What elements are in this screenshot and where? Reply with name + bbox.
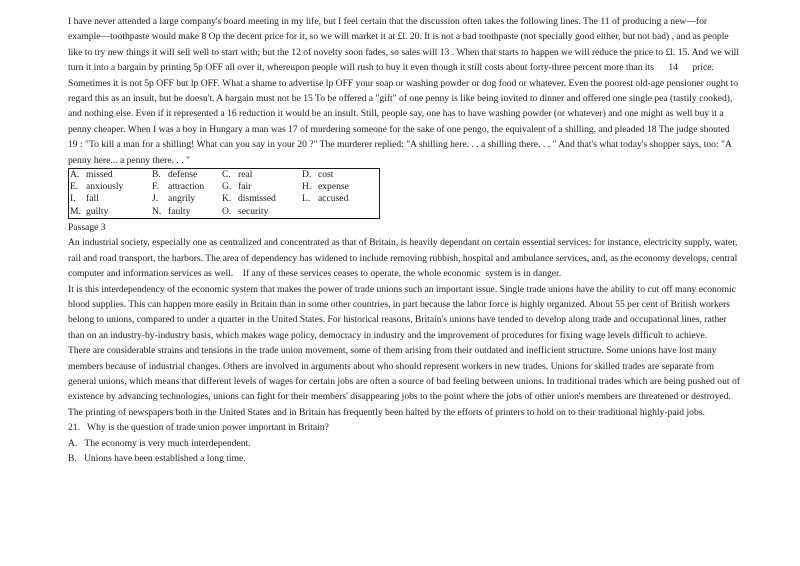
passage2-paragraph-1: I have never attended a large company's board meeting in my life, but I feel certain that the discussion often takes the following lines. The 11 of producing a new—for example—toothpaste would make 8 Op the decent price for it, so we will market it at £l. 20. It is not a bad toothpaste (not specially good either, but not bad) , and as people like to try new things it will sell well to start with; but the 12 of novelty soon fades, so sales will 13 . When that starts to happen we will reduce the price to £l. 15. And we will turn it into a bargain by printing 5p OFF all over it, whereupon people will rush to buy it even though it still costs about forty-three percent more than its 14 price. bbox=[68, 16, 742, 74]
option-letter: H. bbox=[302, 181, 312, 193]
option-word: angrily bbox=[168, 193, 196, 205]
word-bank-table bbox=[68, 168, 380, 219]
passage3-paragraph-2: It is this interdependency of the economic system that makes the power of trade unions such an important issue. Single trade unions have the ability to cut off many economic blood supplies. This can happen more easily in Britain than in some other countries, in part because the labor force is highly organized. About 55 per cent of British workers belong to unions, compared to under a quarter in the United States. For historical reasons, Britain's unions have tended to develop along trade and occupational lines, rather than on an industry-by-industry basis, which makes wage policy, democracy in industry and the improvement of procedures for fixing wage levels difficult to achieve. bbox=[68, 283, 737, 341]
option-word: faulty bbox=[168, 205, 191, 217]
option-word: anxiously bbox=[86, 181, 124, 193]
word-bank-row bbox=[69, 206, 380, 219]
option-letter: E. bbox=[70, 181, 79, 193]
option-letter: I. bbox=[70, 193, 76, 205]
option-letter: M. bbox=[70, 205, 81, 217]
option-letter: B. bbox=[152, 169, 161, 181]
word-bank-row bbox=[69, 181, 380, 193]
word-bank-row bbox=[69, 169, 380, 182]
option-letter bbox=[301, 206, 317, 219]
option-letter: K. bbox=[222, 193, 232, 205]
passage2-paragraph-2: Sometimes it is not 5p OFF but lp OFF. What a shame to advertise lp OFF your soap or washing powder or dog food or whatever. Even the poorest old-age pensioner ought to regard this as an insult, but he doesn't. A bargain must not be 15 To be offered a "gift" of one penny is like being invited to dinner and offered one single pea (tastily cooked), and nothing else. Even if it represented a 16 reduction it would be an insult. Still, people say, one has to have washing powder (or whatever) and one might as well buy it a penny cheaper. When I was a boy in Hungary a man was 17 of murdering someone for the sake of one pengo, the equivalent of a shilling, and pleaded 18 The judge shouted 19 : "To kill a man for a shilling! What can you say in your 20 ?" The murderer replied: "A shilling here. . . a shilling there. . . " And that's what today's shopper says, too: "A penny here... a penny there. . . " bbox=[68, 77, 738, 166]
option-word: guilty bbox=[86, 205, 109, 217]
option-word: missed bbox=[86, 169, 113, 181]
option-letter: A. bbox=[70, 169, 80, 181]
option-word: fair bbox=[238, 181, 252, 193]
question-21-option-b: B. Unions have been established a long time. bbox=[68, 452, 246, 464]
passage3-heading: Passage 3 bbox=[68, 221, 106, 233]
word-bank-row bbox=[69, 193, 380, 205]
option-letter: O. bbox=[222, 205, 232, 217]
option-letter: C. bbox=[222, 169, 231, 181]
option-word: fall bbox=[86, 193, 99, 205]
option-letter: J. bbox=[152, 193, 159, 205]
option-word: security bbox=[238, 205, 269, 217]
option-word: attraction bbox=[168, 181, 205, 193]
option-word: real bbox=[238, 169, 253, 181]
option-word bbox=[317, 206, 380, 219]
question-21-option-a: A. The economy is very much interdependent. bbox=[68, 437, 251, 449]
option-word: defense bbox=[168, 169, 198, 181]
option-letter: F. bbox=[152, 181, 159, 193]
option-word: expense bbox=[318, 181, 349, 193]
question-21: 21. Why is the question of trade union power important in Britain? bbox=[68, 422, 329, 434]
passage3-paragraph-1: An industrial society, especially one as centralized and concentrated as that of Britain, is heavily dependant on certain essential services: for instance, electricity supply, water, rail and road transport, the harbors. The area of dependency has widened to include removing rubbish, hospital and ambulance services, and, as the economy develops, central computer and information services as well. If any of these services ceases to operate, the whole economic system is in danger. bbox=[68, 237, 740, 280]
option-word: dismissed bbox=[238, 193, 276, 205]
option-word: accused bbox=[318, 193, 349, 205]
option-word: cost bbox=[318, 169, 334, 181]
option-letter: D. bbox=[302, 169, 312, 181]
option-letter: G. bbox=[222, 181, 232, 193]
passage3-paragraph-3: There are considerable strains and tensions in the trade union movement, some of them arising from their outdated and inefficient structure. Some unions have lost many members because of industrial changes. Others are involved in arguments about who should represent workers in new trades. Unions for skilled trades are separate from general unions, which means that different levels of wages for certain jobs are often a source of bad feeling between unions. In traditional trades which are being pushed out of existence by advancing technologies, unions can fight for their members' disappearing jobs to the point where the jobs of other union's members are threatened or destroyed. The printing of newspapers both in the United States and in Britain has frequently been halted by the efforts of printers to hold on to their traditional highly-paid jobs. bbox=[68, 345, 740, 418]
option-letter: L. bbox=[302, 193, 311, 205]
document-content bbox=[68, 14, 740, 466]
option-letter: N. bbox=[152, 205, 162, 217]
